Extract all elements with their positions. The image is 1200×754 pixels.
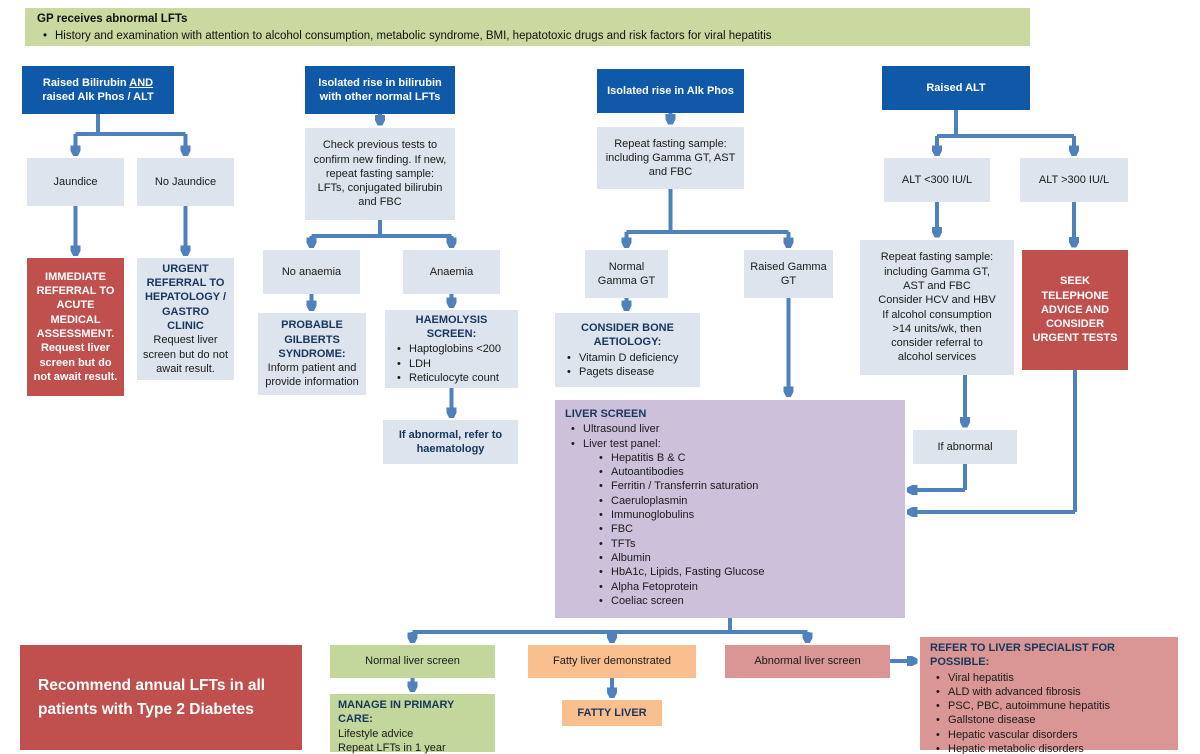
node-urgent-referral	[137, 258, 234, 380]
bullet-item: • LDH	[397, 357, 512, 371]
bone-title: CONSIDER BONE AETIOLOGY:	[581, 321, 674, 349]
bullet-item: • Immunoglobulins	[599, 508, 895, 522]
bullet-item: • Hepatic vascular disorders	[936, 728, 1172, 742]
node-raised-bilirubin	[22, 66, 174, 114]
node-if-abnormal: If abnormal	[913, 430, 1017, 464]
node-fatty-liver-demonstrated: Fatty liver demonstrated	[528, 645, 696, 678]
bullet-item: • Coeliac screen	[599, 594, 895, 608]
node-alt-over-300: ALT >300 IU/L	[1020, 158, 1128, 202]
node-refer-liver-specialist	[920, 637, 1178, 754]
urgent-title: URGENT REFERRAL TO HEPATOLOGY / GASTRO CLINIC	[144, 262, 227, 332]
node-bone-aetiology	[555, 313, 700, 387]
node-manage-primary-care: MANAGE IN PRIMARY CARE: Lifestyle advice Repeat LFTs in 1 year	[330, 694, 495, 752]
bullet-item: • Albumin	[599, 551, 895, 565]
manage-title: MANAGE IN PRIMARY CARE:	[338, 699, 455, 726]
node-normal-gamma-gt: Normal Gamma GT	[585, 250, 668, 298]
node-no-anaemia: No anaemia	[263, 250, 360, 294]
bullet-item: • Ultrasound liver	[571, 422, 895, 436]
node-anaemia: Anaemia	[403, 250, 500, 294]
node-raised-gamma-gt: Raised Gamma GT	[744, 250, 833, 298]
node-repeat-fasting-alt: Repeat fasting sample: including Gamma GT, AST and FBC Consider HCV and HBV If alcohol consumption >14 units/wk, then consider referral to alcohol services	[860, 240, 1014, 375]
node-raised-alt: Raised ALT	[882, 66, 1030, 110]
bullet-item: • Pagets disease	[567, 365, 694, 379]
node-raised-bilirubin-title	[28, 76, 168, 105]
liver-screen-title: LIVER SCREEN	[565, 408, 647, 420]
node-isolated-bilirubin: Isolated rise in bilirubin with other normal LFTs	[305, 66, 455, 114]
node-alt-under-300: ALT <300 IU/L	[884, 158, 990, 202]
banner	[25, 8, 1030, 46]
node-isolated-alk-phos: Isolated rise in Alk Phos	[597, 69, 744, 113]
node-refer-haematology: If abnormal, refer to haematology	[383, 420, 518, 464]
node-haemolysis-screen	[385, 310, 518, 388]
node-no-jaundice: No Jaundice	[137, 158, 234, 206]
bullet-item: • TFTs	[599, 537, 895, 551]
bullet-item: • Caeruloplasmin	[599, 494, 895, 508]
node-abnormal-liver-screen: Abnormal liver screen	[725, 645, 890, 678]
bullet-item: • Viral hepatitis	[936, 671, 1172, 685]
node-immediate-referral	[27, 258, 124, 396]
bullet-item: • Vitamin D deficiency	[567, 351, 694, 365]
bullet-item: • Liver test panel: • Hepatitis B & C • Autoantibodies • Ferritin / Transferrin saturation • Caeruloplasmin • Immunoglobulins • FBC • TFTs • Albumin • HbA1c, Lipids, Fasting Glucose • Alpha Fetoprotein • Coeliac screen	[571, 437, 895, 609]
bullet-item: • Ferritin / Transferrin saturation	[599, 479, 895, 493]
annual-lfts-text: Recommend annual LFTs in all patients with Type 2 Diabetes	[38, 677, 266, 718]
bullet-item: • Alpha Fetoprotein	[599, 580, 895, 594]
header-part2: raised Alk Phos / ALT	[42, 91, 154, 103]
bullet-item: • Haptoglobins <200	[397, 342, 512, 356]
header-and: AND	[129, 76, 154, 89]
node-jaundice: Jaundice	[27, 158, 124, 206]
banner-bullet	[43, 29, 1018, 45]
haemolysis-title: HAEMOLYSIS SCREEN:	[415, 313, 488, 341]
bullet-item: • PSC, PBC, autoimmune hepatitis	[936, 699, 1172, 713]
bullet-item: • Hepatic metabolic disorders	[936, 742, 1172, 754]
urgent-body: Request liver screen but do not await result.	[143, 334, 229, 375]
gilberts-title: PROBABLE GILBERTS SYNDROME:	[278, 319, 346, 360]
bullet-item: • Reticulocyte count	[397, 371, 512, 385]
bullet-item: • Gallstone disease	[936, 713, 1172, 727]
node-annual-lfts-reminder	[20, 645, 302, 750]
immediate-title: IMMEDIATE REFERRAL TO ACUTE MEDICAL ASSESSMENT.	[36, 270, 115, 340]
node-fatty-liver: FATTY LIVER	[562, 700, 662, 726]
node-gilberts-syndrome	[258, 313, 366, 395]
banner-bullet-text: History and examination with attention to alcohol consumption, metabolic syndrome, BMI, hepatotoxic drugs and risk factors for viral hepatitis	[55, 29, 772, 42]
specialist-title: REFER TO LIVER SPECIALIST FOR POSSIBLE:	[930, 642, 1115, 669]
bullet-item: • FBC	[599, 522, 895, 536]
node-check-previous-tests: Check previous tests to confirm new finding. If new, repeat fasting sample: LFTs, conjugated bilirubin and FBC	[305, 128, 455, 220]
node-liver-screen	[555, 400, 905, 618]
header-part1: Raised Bilirubin	[42, 76, 127, 89]
bullet-item: • Autoantibodies	[599, 465, 895, 479]
node-normal-liver-screen: Normal liver screen	[330, 645, 495, 678]
bullet-item: • HbA1c, Lipids, Fasting Glucose	[599, 565, 895, 579]
banner-title: GP receives abnormal LFTs	[37, 13, 188, 25]
node-repeat-fasting-alkphos: Repeat fasting sample: including Gamma GT, AST and FBC	[597, 127, 744, 189]
bullet-item: • Hepatitis B & C	[599, 451, 895, 465]
gilberts-body: Inform patient and provide information	[265, 362, 359, 389]
immediate-body: Request liver screen but do not await result.	[33, 342, 118, 383]
bullet-item: • ALD with advanced fibrosis	[936, 685, 1172, 699]
node-seek-telephone-advice: SEEK TELEPHONE ADVICE AND CONSIDER URGENT TESTS	[1022, 250, 1128, 370]
